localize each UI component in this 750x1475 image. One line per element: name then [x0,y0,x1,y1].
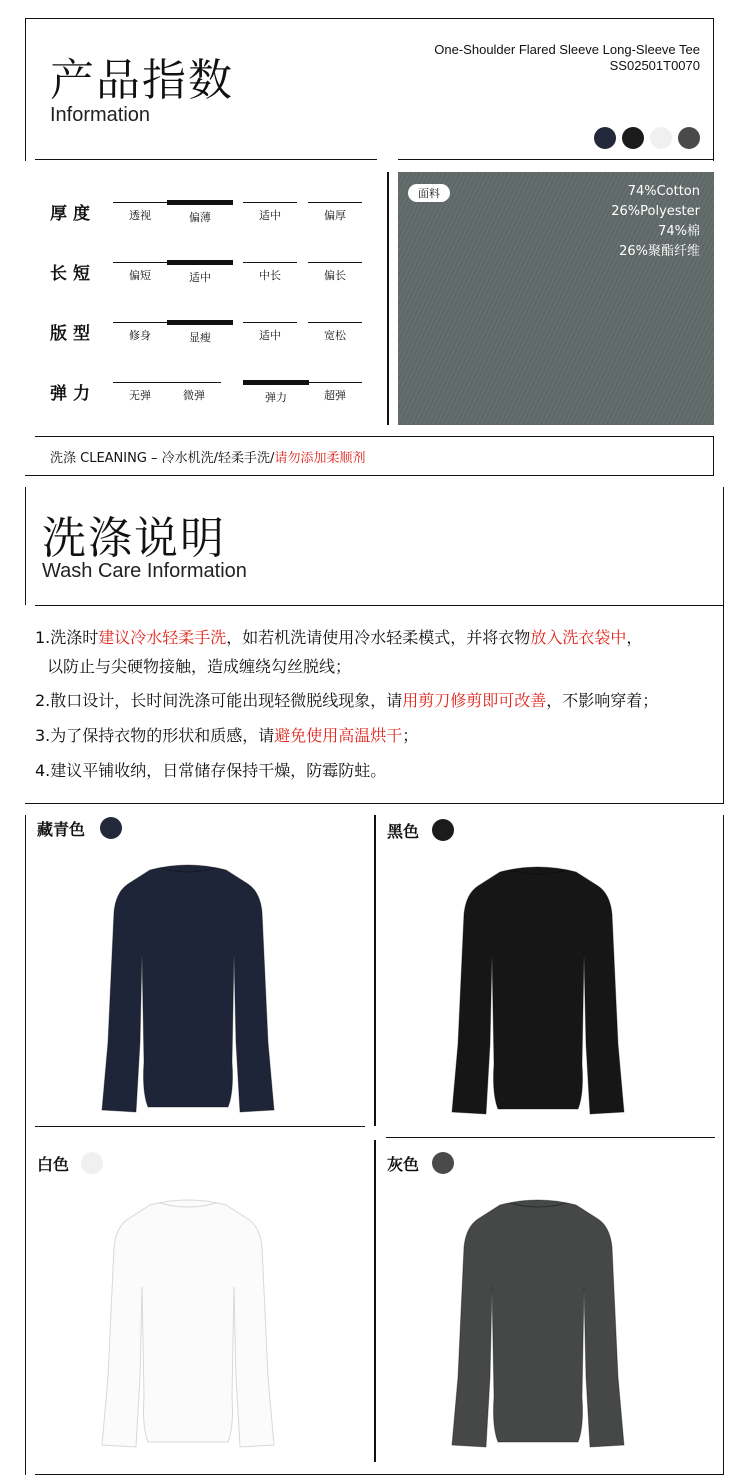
divider-left [35,159,377,160]
wash-text: ，如若机洗请使用冷水轻柔模式，并将衣物 [226,628,531,647]
swatch-left-border [25,815,26,1475]
index-option [113,322,167,343]
swatch-color-dot [432,1152,454,1174]
index-option-label: 修身 [129,329,151,342]
shirt-image [438,1197,638,1456]
wash-subtitle: Wash Care Information [42,560,247,582]
wash-highlight: 建议冷水轻柔手洗 [98,628,227,647]
wash-title: 洗涤说明 [42,513,226,564]
composition-line: 74%棉 [658,224,700,239]
index-option-selected [167,322,233,345]
index-label: 弹力 [50,384,96,404]
shirt-image [88,1197,288,1456]
left-border-1 [25,18,26,161]
wash-text: 1.洗涤时 [35,628,99,647]
index-option-label: 偏薄 [189,211,211,224]
fabric-swatch-image [398,172,714,425]
wash-item [35,688,725,714]
page-subtitle: Information [50,104,151,126]
index-option-selected [167,202,233,225]
index-label: 厚度 [50,204,96,224]
index-bar [113,262,167,263]
shirt-image [88,862,288,1121]
index-option-label: 偏短 [129,269,151,282]
swatch-label: 黑色 [387,822,420,841]
index-option-label: 适中 [189,271,211,284]
index-bar [167,320,233,325]
index-option [113,382,167,403]
product-name-text: One-Shoulder Flared Sleeve Long-Sleeve Tee [434,42,700,57]
index-bar [243,322,297,323]
swatch-center-divider-2 [374,1140,376,1462]
right-border-care [713,436,714,476]
wash-item [47,654,737,680]
wash-text: ； [402,726,419,745]
index-option-selected [243,382,309,405]
wash-text: ， [626,628,643,647]
index-bar [308,202,362,203]
index-label: 长短 [50,264,96,284]
index-bar [167,260,233,265]
divider-bottom-2 [25,803,724,804]
divider-bottom-1 [25,475,714,476]
left-border-2 [25,487,26,605]
index-option [308,322,362,343]
index-option-label: 微弹 [183,389,205,402]
divider-wash [35,605,724,606]
wash-highlight: 避免使用高温烘干 [274,726,403,745]
swatch-right-border [723,815,724,1475]
cleaning-text: 洗涤 CLEANING – 冷水机洗/轻柔手洗/ [50,451,275,466]
index-bar [167,200,233,205]
right-border-1 [713,18,714,161]
wash-item [35,625,725,651]
wash-item [35,723,725,749]
index-option [113,262,167,283]
shirt-image [438,864,638,1123]
swatch-mid-divider-right [386,1137,715,1138]
index-bar [167,382,221,383]
wash-text: 2.散口设计，长时间洗涤可能出现轻微脱线现象，请 [35,691,403,710]
divider-right [398,159,714,160]
index-option [308,202,362,223]
index-vertical-divider [387,172,389,425]
index-bar [243,380,309,385]
index-option [243,202,297,223]
index-option-label: 偏厚 [324,209,346,222]
swatch-label: 藏青色 [37,820,86,839]
product-code: SS02501T0070 [609,58,700,73]
wash-highlight: 用剪刀修剪即可改善 [402,691,547,710]
fabric-composition [611,182,700,262]
index-option-label: 宽松 [324,329,346,342]
wash-text: ，不影响穿着； [546,691,659,710]
index-option [243,322,297,343]
index-bar [243,202,297,203]
swatch-label: 白色 [37,1155,70,1174]
index-option-selected [167,262,233,285]
cleaning-warning: 请勿添加柔顺剂 [274,451,366,466]
index-option-label: 显瘦 [189,331,211,344]
top-border [25,18,713,19]
color-dot [650,127,672,149]
index-option [308,382,362,403]
composition-line: 74%Cotton [627,184,700,199]
index-option [167,382,221,403]
fabric-tag: 面料 [408,184,450,202]
index-option-label: 无弹 [129,389,151,402]
product-name [434,42,700,74]
index-bar [113,322,167,323]
divider-care [35,436,714,437]
color-dot [678,127,700,149]
color-dot [594,127,616,149]
index-option [308,262,362,283]
index-bar [113,382,167,383]
wash-text: 以防止与尖硬物接触，造成缠绕勾丝脱线； [47,657,352,676]
index-option-label: 适中 [259,329,281,342]
index-bar [308,322,362,323]
index-bar [308,382,362,383]
wash-text: 4.建议平铺收纳，日常储存保持干燥，防霉防蛀。 [35,761,387,780]
color-dot [622,127,644,149]
cleaning-instruction [50,447,365,466]
swatch-color-dot [432,819,454,841]
wash-highlight: 放入洗衣袋中 [530,628,627,647]
swatch-label: 灰色 [387,1155,420,1174]
index-option-label: 透视 [129,209,151,222]
wash-text: 3.为了保持衣物的形状和质感，请 [35,726,275,745]
index-bar [113,202,167,203]
page-title: 产品指数 [50,55,234,106]
swatch-color-dot [100,817,122,839]
composition-line: 26%Polyester [611,204,700,219]
index-option-label: 超弹 [324,389,346,402]
index-bar [243,262,297,263]
index-label: 版型 [50,324,96,344]
swatch-center-divider [374,815,376,1126]
index-option-label: 适中 [259,209,281,222]
index-option-label: 偏长 [324,269,346,282]
swatch-mid-divider-left [35,1126,365,1127]
index-option [243,262,297,283]
index-bar [308,262,362,263]
composition-line: 26%聚酯纤维 [619,244,700,259]
swatch-color-dot [81,1152,103,1174]
index-option-label: 中长 [259,269,281,282]
index-option [113,202,167,223]
index-option-label: 弹力 [265,391,287,404]
wash-item [35,758,725,784]
